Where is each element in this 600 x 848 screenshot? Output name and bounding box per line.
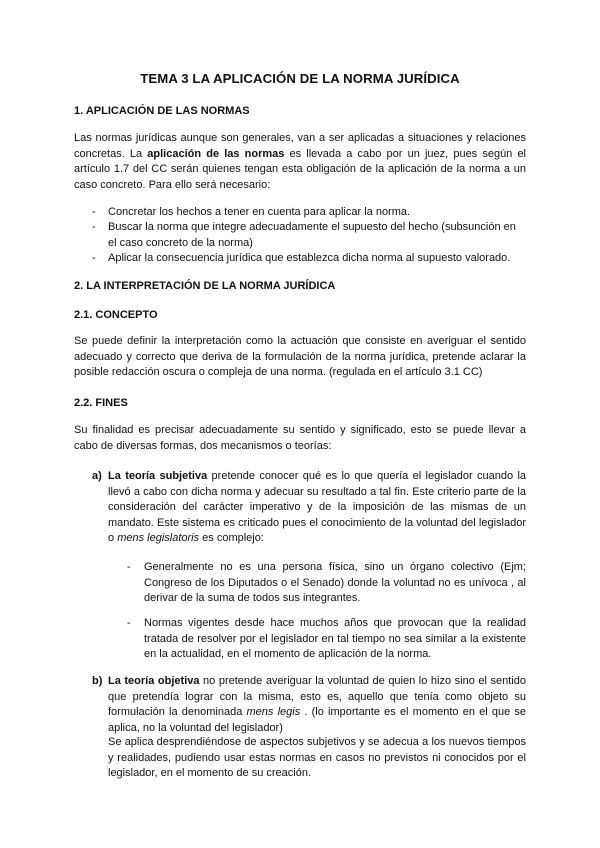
- section-1-heading: 1. APLICACIÓN DE LAS NORMAS: [74, 105, 250, 117]
- theory-objective-paragraph: [108, 674, 526, 736]
- theory-subjective-paragraph: [108, 469, 526, 547]
- item-a-label: a): [92, 470, 102, 482]
- paragraph-text: es llevada a cabo por un juez, pues según el artículo 1.7 del CC serán quienes tengan esta obligación de la aplicación de la norma a un caso concreto. Para ello será necesario:: [74, 147, 527, 191]
- section-2-heading: 2. LA INTERPRETACIÓN DE LA NORMA JURÍDICA: [74, 280, 336, 292]
- paragraph-text: Las normas jurídicas aunque son generales, van a ser aplicadas a situaciones y relaciones concretas. La: [74, 132, 526, 160]
- list-item-text: Buscar la norma que integre adecuadamente el supuesto del hecho (subsunción en el caso concreto de la norma): [108, 221, 516, 249]
- dash-bullet-icon: -: [92, 206, 96, 218]
- subsection-concepto-heading: 2.1. CONCEPTO: [74, 309, 158, 321]
- bold-term: aplicación de las normas: [147, 147, 285, 160]
- theory-objective-paragraph-2: Se aplica desprendiéndose de aspectos subjetivos y se adecua a los nuevos tiempos y realidades, pudiendo usar estas normas en casos no previstos ni conocidos por el legislador, en el momento de su creación.: [108, 736, 526, 779]
- italic-term: mens legis: [246, 706, 301, 718]
- dash-bullet-icon: -: [92, 221, 96, 233]
- paragraph-text: pretende conocer qué es lo que quería el legislador cuando la llevó a cabo con dicha norma y adecuar su resultado a tal fin. Este criterio parte de la consideración del carácter imperativo y de la imposición de las mismas de un mandato. Este sistema es criticado pues el conocimiento de la voluntad del legislador o: [108, 470, 526, 544]
- dash-bullet-icon: -: [127, 561, 131, 573]
- paragraph-text: . (lo importante es el momento en el que se aplica, no la voluntad del legislador): [108, 706, 526, 734]
- page-title: TEMA 3 LA APLICACIÓN DE LA NORMA JURÍDICA: [140, 71, 460, 86]
- concept-paragraph: Se puede definir la interpretación como la actuación que consiste en averiguar el sentido adecuado y correcto que deriva de la formulación de la norma jurídica, pretende aclarar la posible redacción oscura o compleja de una norma. (regulada en el artículo 3.1 CC): [74, 335, 526, 378]
- list-item-text: Concretar los hechos a tener en cuenta para aplicar la norma.: [108, 206, 411, 218]
- dash-bullet-icon: -: [92, 252, 96, 264]
- bold-term: La teoría subjetiva: [108, 470, 208, 482]
- subsection-fines-heading: 2.2. FINES: [74, 397, 128, 409]
- item-b-label: b): [92, 675, 103, 687]
- paragraph-text: no pretende averiguar la voluntad de quien lo hizo sino el sentido que pretendía lograr con la misma, esto es, aquello que tenía como objeto su formulación la denominada: [108, 675, 526, 718]
- list-item-text: Normas vigentes desde hace muchos años que provocan que la realidad tratada de resolver por el legislador en tal tiempo no sea similar a la existente en la actualidad, en el momento de aplicación de la norma.: [144, 617, 526, 660]
- section-1-paragraph: [74, 131, 526, 193]
- fines-paragraph: Su finalidad es precisar adecuadamente su sentido y significado, esto se puede llevar a cabo de diversas formas, dos mecanismos o teorías:: [74, 424, 526, 452]
- list-item-text: Generalmente no es una persona física, sino un órgano colectivo (Ejm; Congreso de los Diputados o el Senado) donde la voluntad no es unívoca , al derivar de la suma de todos sus integrantes.: [144, 561, 526, 604]
- paragraph-text: es complejo:: [199, 532, 264, 544]
- bold-term: La teoría objetiva: [108, 675, 200, 687]
- dash-bullet-icon: -: [127, 617, 131, 629]
- list-item-text: Aplicar la consecuencia jurídica que establezca dicha norma al supuesto valorado.: [108, 252, 511, 264]
- italic-term: mens legislatoris: [117, 532, 200, 544]
